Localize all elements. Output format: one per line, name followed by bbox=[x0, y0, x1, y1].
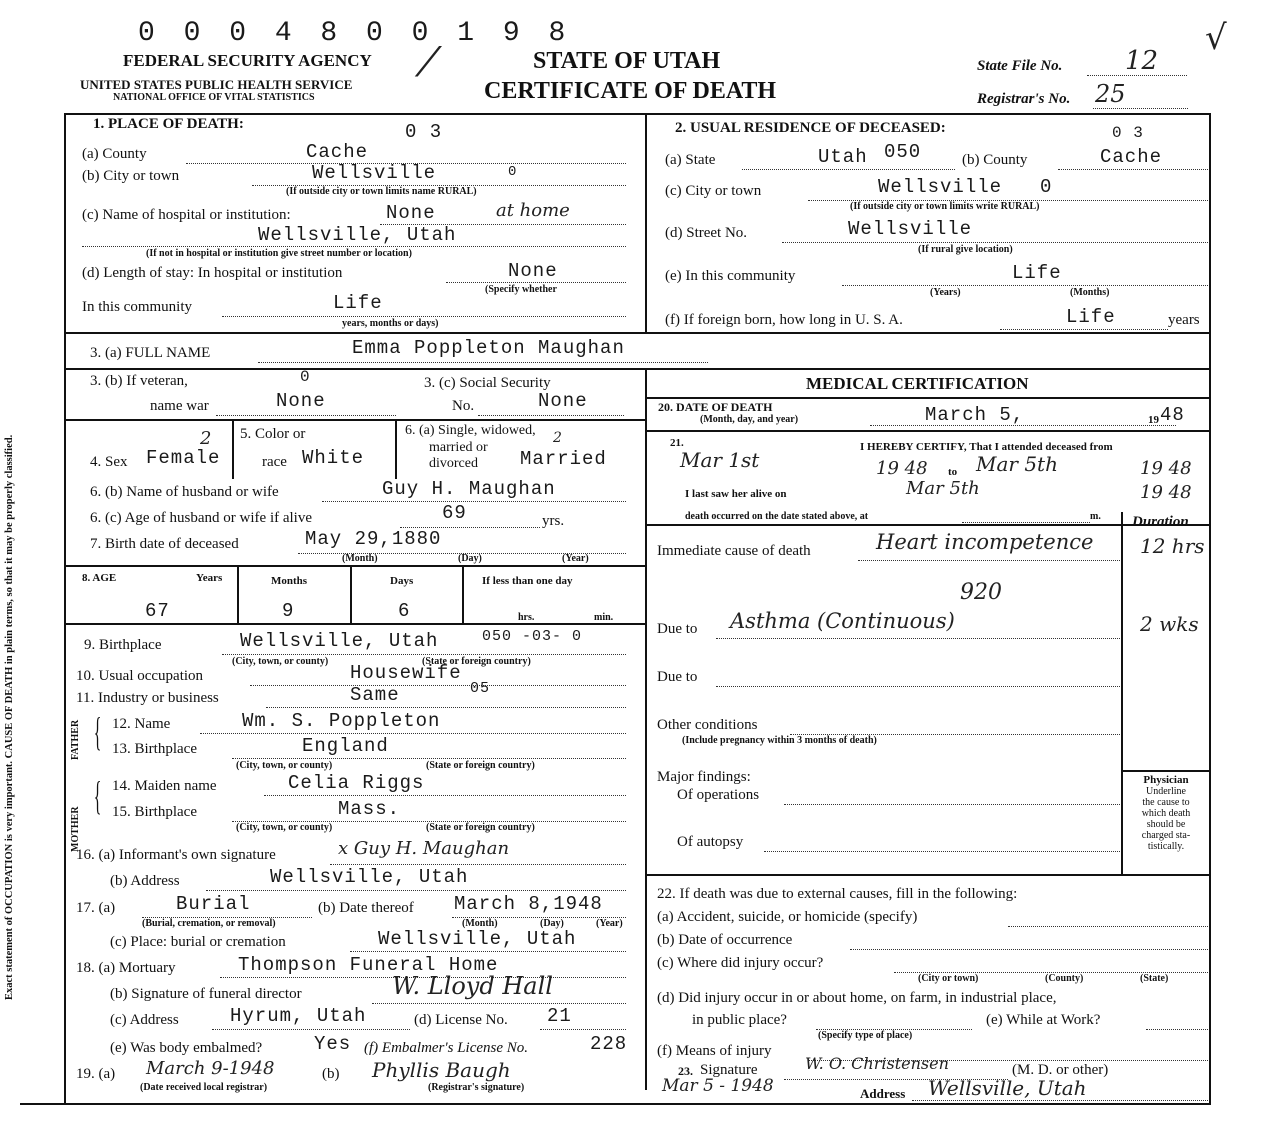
hospital-location: Wellsville, Utah bbox=[258, 224, 457, 246]
line-565 bbox=[64, 565, 646, 567]
city-label: (b) City or town bbox=[82, 168, 180, 184]
serial-number: 0 0 0 4 8 0 0 1 9 8 bbox=[138, 18, 572, 49]
color: White bbox=[302, 447, 365, 469]
father-name: Wm. S. Poppleton bbox=[242, 710, 441, 732]
sig-no: 23. bbox=[678, 1064, 693, 1078]
last-saw: Mar 5th bbox=[906, 478, 980, 499]
mother-bp: Mass. bbox=[338, 798, 401, 820]
res-city-code: 0 bbox=[1040, 176, 1053, 198]
sex: Female bbox=[146, 447, 221, 469]
burial-place: Wellsville, Utah bbox=[378, 928, 577, 950]
address: Wellsville, Utah bbox=[270, 866, 469, 888]
to-label: to bbox=[948, 466, 958, 478]
registrar-label: Registrar's No. bbox=[977, 91, 1071, 107]
community-label: In this community bbox=[82, 299, 192, 315]
hospital-note: (If not in hospital or institution give street number or location) bbox=[146, 248, 412, 259]
res-county-label: (b) County bbox=[962, 152, 1028, 168]
sig-address-label: Address bbox=[860, 1086, 906, 1101]
hospital-hw: at home bbox=[496, 200, 570, 221]
line-419 bbox=[64, 419, 646, 421]
operations-label: Of operations bbox=[677, 787, 760, 803]
registrar-no: 25 bbox=[1095, 80, 1126, 108]
director: W. Lloyd Hall bbox=[392, 972, 553, 1000]
ssn-label2: No. bbox=[452, 398, 475, 414]
date-prefix: 19 bbox=[1148, 414, 1159, 426]
physician-box-line: Physician bbox=[1143, 774, 1189, 786]
residence-heading: 2. USUAL RESIDENCE OF DECEASED: bbox=[675, 120, 946, 136]
ext-c-state: (State) bbox=[1140, 973, 1169, 984]
birth-month: (Month) bbox=[342, 553, 378, 564]
physician-box-line: Underline bbox=[1146, 786, 1186, 797]
county-label: (a) County bbox=[82, 146, 147, 162]
res-months-label: (Months) bbox=[1070, 287, 1110, 298]
spouse-label: 6. (b) Name of husband or wife bbox=[90, 484, 279, 500]
res-years-label: (Years) bbox=[930, 287, 961, 298]
birthplace: Wellsville, Utah bbox=[240, 630, 439, 652]
birthplace-note2: (State or foreign country) bbox=[422, 656, 531, 667]
place-city-code: 0 bbox=[508, 164, 518, 180]
mother-bp-note2: (State or foreign country) bbox=[426, 822, 535, 833]
to-year: 19 48 bbox=[1140, 458, 1192, 479]
header-state: STATE OF UTAH bbox=[533, 48, 721, 74]
birth-year: (Year) bbox=[562, 553, 589, 564]
occurred-label: death occurred on the date stated above, at bbox=[685, 511, 869, 522]
physician-box bbox=[1122, 774, 1210, 852]
father-bp-note2: (State or foreign country) bbox=[426, 760, 535, 771]
mort-address-label: (c) Address bbox=[110, 1012, 179, 1028]
mother-name-label: 14. Maiden name bbox=[112, 778, 217, 794]
marital-code: 2 bbox=[553, 430, 562, 446]
ext-c: (c) Where did injury occur? bbox=[657, 955, 824, 971]
date-of-death: March 5, bbox=[925, 404, 1025, 426]
ext-d1: (d) Did injury occur in or about home, on farm, in industrial place, bbox=[657, 990, 1057, 1006]
disposal-date: March 8,1948 bbox=[454, 893, 603, 915]
disposal: Burial bbox=[176, 893, 251, 915]
spouse-age-label: 6. (c) Age of husband or wife if alive bbox=[90, 510, 313, 526]
ext-e: (e) While at Work? bbox=[986, 1012, 1101, 1028]
address-label: (b) Address bbox=[110, 873, 180, 889]
embalmer: 228 bbox=[590, 1033, 628, 1055]
ext-b: (b) Date of occurrence bbox=[657, 932, 793, 948]
industry-code: 05 bbox=[470, 680, 491, 697]
veteran-mark: 0 bbox=[300, 368, 311, 386]
res-city-label: (c) City or town bbox=[665, 183, 762, 199]
ssn-label1: 3. (c) Social Security bbox=[424, 375, 551, 391]
frame-left bbox=[64, 113, 66, 1103]
place-label: (c) Place: burial or cremation bbox=[110, 934, 286, 950]
birth-label: 7. Birth date of deceased bbox=[90, 536, 239, 552]
ext-c-city: (City or town) bbox=[918, 973, 979, 984]
date-of-death-note: (Month, day, and year) bbox=[700, 414, 799, 425]
registrar-sig: Phyllis Baugh bbox=[372, 1058, 511, 1082]
birthplace-label: 9. Birthplace bbox=[84, 637, 162, 653]
mortuary-label: 18. (a) Mortuary bbox=[76, 960, 176, 976]
sex-label: 4. Sex bbox=[90, 454, 128, 470]
place-community: Life bbox=[333, 292, 383, 314]
age-months-label: Months bbox=[271, 575, 308, 587]
occurred-suffix: m. bbox=[1090, 511, 1101, 522]
community-note: years, months or days) bbox=[342, 318, 439, 329]
cert-text: I HEREBY CERTIFY, That I attended deceased from bbox=[860, 441, 1113, 453]
res-street: Wellsville bbox=[848, 218, 973, 240]
res-county-code: 0 3 bbox=[1112, 124, 1144, 142]
sig-label: Signature bbox=[700, 1062, 758, 1078]
lt-day-label: If less than one day bbox=[482, 575, 573, 587]
ext-d-note: (Specify type of place) bbox=[818, 1030, 913, 1041]
res-community-label: (e) In this community bbox=[665, 268, 796, 284]
spouse: Guy H. Maughan bbox=[382, 478, 556, 500]
embalmed: Yes bbox=[314, 1033, 352, 1055]
last-saw-year: 19 48 bbox=[1140, 482, 1192, 503]
header-service: UNITED STATES PUBLIC HEALTH SERVICE bbox=[80, 77, 353, 92]
place-county: Cache bbox=[306, 141, 369, 163]
occupation: Housewife bbox=[350, 662, 462, 684]
divider-lower bbox=[645, 370, 647, 1090]
immediate-label: Immediate cause of death bbox=[657, 543, 811, 559]
color-label2: race bbox=[262, 454, 287, 470]
color-label1: 5. Color or bbox=[240, 426, 306, 442]
line-430 bbox=[646, 430, 1211, 432]
frame-bottom bbox=[20, 1103, 1211, 1105]
birthplace-code: 050 -03- 0 bbox=[482, 628, 583, 645]
marital-label2: married or bbox=[429, 440, 488, 455]
sig-date: Mar 5 - 1948 bbox=[662, 1076, 774, 1096]
line-623 bbox=[64, 623, 646, 625]
ssn: None bbox=[538, 390, 588, 412]
page-title: CERTIFICATE OF DEATH bbox=[484, 78, 777, 104]
immediate-duration: 12 hrs bbox=[1140, 534, 1205, 558]
res-foreign: Life bbox=[1066, 306, 1116, 328]
line-874 bbox=[646, 874, 1211, 876]
hospital: None bbox=[386, 202, 436, 224]
disposal-month: (Month) bbox=[462, 918, 498, 929]
informant-label: 16. (a) Informant's own signature bbox=[76, 847, 276, 863]
veteran-label1: 3. (b) If veteran, bbox=[90, 373, 188, 389]
major-label: Major findings: bbox=[657, 769, 751, 785]
place-heading: 1. PLACE OF DEATH: bbox=[93, 116, 244, 132]
ext-a: (a) Accident, suicide, or homicide (specify) bbox=[657, 909, 918, 925]
res-city: Wellsville bbox=[878, 176, 1003, 198]
line-368 bbox=[64, 368, 1211, 370]
res-state: Utah bbox=[818, 146, 868, 168]
res-foreign-label: (f) If foreign born, how long in U. S. A. bbox=[665, 312, 903, 328]
state-file-label: State File No. bbox=[977, 58, 1063, 74]
age-days-label: Days bbox=[390, 575, 414, 587]
occupation-label: 10. Usual occupation bbox=[76, 668, 204, 684]
autopsy-label: Of autopsy bbox=[677, 834, 744, 850]
spouse-age: 69 bbox=[442, 502, 467, 524]
embalmer-label: (f) Embalmer's License No. bbox=[364, 1040, 529, 1056]
disposal-year: (Year) bbox=[596, 918, 623, 929]
registrar-sig-note: (Registrar's signature) bbox=[428, 1082, 525, 1093]
res-city-note: (If outside city or town limits write RURAL) bbox=[850, 201, 1040, 212]
physician-box-line: charged sta- bbox=[1141, 830, 1191, 841]
informant: x Guy H. Maughan bbox=[338, 838, 510, 859]
full-name: Emma Poppleton Maughan bbox=[352, 337, 625, 359]
min-label: min. bbox=[594, 612, 614, 623]
line-332 bbox=[64, 332, 1211, 334]
father-bp-note1: (City, town, or county) bbox=[236, 760, 333, 771]
father-side-label: FATHER bbox=[70, 719, 81, 760]
physician-box-line: tistically. bbox=[1147, 841, 1185, 852]
hrs-label: hrs. bbox=[518, 612, 535, 623]
mother-bp-note1: (City, town, or county) bbox=[236, 822, 333, 833]
full-name-label: 3. (a) FULL NAME bbox=[90, 345, 211, 361]
check-mark: ⁄ bbox=[425, 40, 432, 86]
disposal-date-label: (b) Date thereof bbox=[318, 900, 414, 916]
received-date: March 9-1948 bbox=[146, 1058, 275, 1079]
age-years-label: Years bbox=[196, 572, 223, 584]
license: 21 bbox=[547, 1005, 572, 1027]
due1-label: Due to bbox=[657, 621, 698, 637]
res-community: Life bbox=[1012, 262, 1062, 284]
frame-top bbox=[64, 113, 1211, 115]
age-label: 8. AGE bbox=[82, 572, 117, 584]
res-state-label: (a) State bbox=[665, 152, 716, 168]
mother-name: Celia Riggs bbox=[288, 772, 425, 794]
cert-no: 21. bbox=[670, 437, 684, 449]
industry: Same bbox=[350, 684, 400, 706]
from-year: 19 48 bbox=[876, 458, 928, 479]
birth-day: (Day) bbox=[458, 553, 482, 564]
mother-side-label: MOTHER bbox=[70, 806, 81, 852]
physician-signature: W. O. Christensen bbox=[805, 1054, 949, 1073]
due1-duration: 2 wks bbox=[1140, 612, 1199, 636]
age-years: 67 bbox=[145, 600, 170, 622]
embalmed-label: (e) Was body embalmed? bbox=[110, 1040, 263, 1056]
hospital-label: (c) Name of hospital or institution: bbox=[82, 207, 291, 223]
age-months: 9 bbox=[282, 600, 295, 622]
res-state-code: 050 bbox=[884, 141, 922, 163]
age-days: 6 bbox=[398, 600, 411, 622]
disposal-label: 17. (a) bbox=[76, 900, 116, 916]
check-mark-right: √ bbox=[1205, 18, 1227, 58]
attended-from: Mar 1st bbox=[680, 448, 760, 472]
date-of-death-label: 20. DATE OF DEATH bbox=[658, 400, 773, 414]
ext-f: (f) Means of injury bbox=[657, 1043, 772, 1059]
physician-box-line: the cause to bbox=[1142, 797, 1190, 808]
father-bp: England bbox=[302, 735, 389, 757]
mort-address: Hyrum, Utah bbox=[230, 1005, 367, 1027]
sex-code: 2 bbox=[200, 428, 212, 449]
immediate-cause: Heart incompetence bbox=[876, 530, 1094, 554]
stay-label: (d) Length of stay: In hospital or institution bbox=[82, 265, 343, 281]
cause-code: 920 bbox=[960, 580, 1002, 605]
header-office: NATIONAL OFFICE OF VITAL STATISTICS bbox=[113, 92, 315, 103]
res-street-label: (d) Street No. bbox=[665, 225, 748, 241]
date-year: 48 bbox=[1160, 404, 1185, 426]
physician-box-line: which death bbox=[1141, 808, 1191, 819]
line-397 bbox=[646, 397, 1211, 399]
stay-note: (Specify whether bbox=[485, 284, 557, 295]
res-foreign-unit: years bbox=[1168, 312, 1200, 328]
received-note: (Date received local registrar) bbox=[140, 1082, 268, 1093]
disposal-day: (Day) bbox=[540, 918, 564, 929]
side-note: Exact statement of OCCUPATION is very important. CAUSE OF DEATH in plain terms, so that it may be properly classified. bbox=[4, 434, 15, 1000]
due1: Asthma (Continuous) bbox=[730, 609, 955, 633]
res-street-note: (If rural give location) bbox=[918, 244, 1013, 255]
other-note: (Include pregnancy within 3 months of death) bbox=[682, 735, 877, 746]
ext-c-county: (County) bbox=[1045, 973, 1084, 984]
marital-label3: divorced bbox=[429, 456, 478, 471]
received-label: 19. (a) bbox=[76, 1066, 116, 1082]
mother-bp-label: 15. Birthplace bbox=[112, 804, 197, 820]
registrar-sig-label: (b) bbox=[322, 1066, 340, 1082]
duration-label: Duration bbox=[1132, 514, 1189, 530]
res-county: Cache bbox=[1100, 146, 1163, 168]
attended-to: Mar 5th bbox=[976, 452, 1058, 476]
disposal-note: (Burial, cremation, or removal) bbox=[142, 918, 276, 929]
city-note: (If outside city or town limits name RURAL) bbox=[286, 186, 477, 197]
other-label: Other conditions bbox=[657, 717, 758, 733]
license-label: (d) License No. bbox=[414, 1012, 508, 1028]
birthplace-note1: (City, town, or county) bbox=[232, 656, 329, 667]
birth-date: May 29,1880 bbox=[305, 528, 442, 550]
stay-hospital: None bbox=[508, 260, 558, 282]
medical-heading: MEDICAL CERTIFICATION bbox=[806, 374, 1029, 393]
marital: Married bbox=[520, 448, 607, 470]
father-name-label: 12. Name bbox=[112, 716, 171, 732]
marital-label1: 6. (a) Single, widowed, bbox=[405, 423, 536, 438]
mortuary: Thompson Funeral Home bbox=[238, 954, 499, 976]
sig-suffix: (M. D. or other) bbox=[1012, 1062, 1109, 1078]
place-city: Wellsville bbox=[312, 162, 437, 184]
frame-right bbox=[1209, 113, 1211, 1103]
director-label: (b) Signature of funeral director bbox=[110, 986, 302, 1002]
industry-label: 11. Industry or business bbox=[76, 690, 219, 706]
last-saw-label: I last saw her alive on bbox=[685, 488, 787, 500]
due2-label: Due to bbox=[657, 669, 698, 685]
ext-heading: 22. If death was due to external causes, fill in the following: bbox=[657, 886, 1018, 902]
father-bp-label: 13. Birthplace bbox=[112, 741, 197, 757]
divider-upper bbox=[645, 113, 647, 333]
ext-d2: in public place? bbox=[692, 1012, 787, 1028]
header-agency: FEDERAL SECURITY AGENCY bbox=[123, 51, 372, 70]
spouse-age-unit: yrs. bbox=[542, 513, 565, 529]
physician-box-line: should be bbox=[1146, 819, 1186, 830]
veteran: None bbox=[276, 390, 326, 412]
state-file-no: 12 bbox=[1125, 46, 1159, 76]
line-524 bbox=[646, 524, 1211, 526]
county-code: 0 3 bbox=[405, 121, 443, 143]
veteran-label2: name war bbox=[150, 398, 209, 414]
sig-address: Wellsville, Utah bbox=[928, 1076, 1087, 1100]
